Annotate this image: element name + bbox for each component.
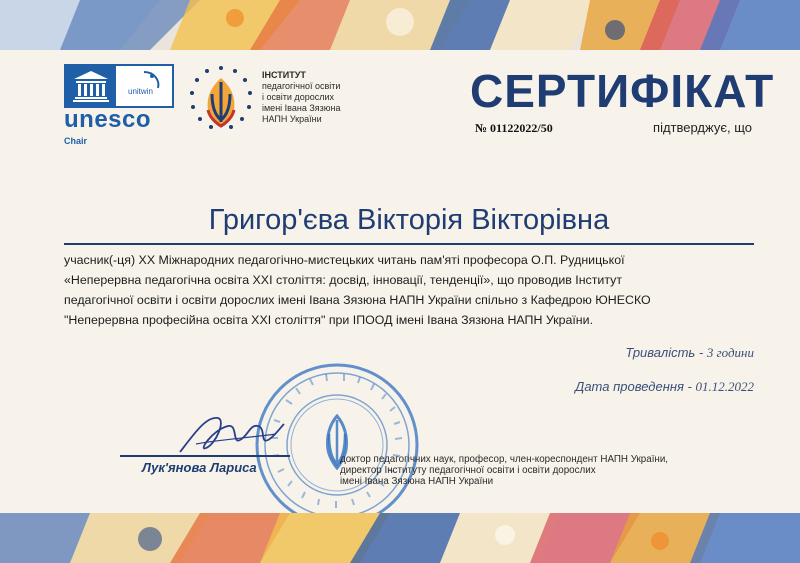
signatory-title-line: доктор педагогічних наук, професор, член-кореспондент НАПН України, bbox=[340, 454, 669, 465]
body-line: «Неперервна педагогічна освіта XXI століття: досвід, інновації, тенденції», що проводив Інститут bbox=[64, 273, 623, 287]
unesco-wordmark: unesco bbox=[64, 106, 152, 133]
bottom-paint-band bbox=[0, 513, 800, 563]
certificate-title: СЕРТИФІКАТ bbox=[470, 65, 775, 117]
unesco-chair-logo bbox=[64, 64, 174, 148]
signatory-title-line: директор Інституту педагогічної освіти і освіти дорослих bbox=[340, 465, 596, 476]
top-paint-band bbox=[0, 0, 800, 50]
svg-text:unitwin: unitwin bbox=[128, 87, 153, 96]
institute-line-1: ІНСТИТУТ bbox=[262, 70, 306, 80]
institute-name bbox=[262, 70, 372, 125]
body-line: учасник(-ця) XX Міжнародних педагогічно-мистецьких читань пам'яті професора О.П. Рудницької bbox=[64, 253, 625, 267]
signatory-title bbox=[340, 454, 760, 487]
unesco-logo-box bbox=[64, 64, 174, 108]
signature-line bbox=[120, 455, 290, 457]
date-label: Дата проведення - bbox=[575, 379, 696, 394]
institute-line-3: і освіти дорослих bbox=[262, 92, 334, 102]
unesco-chair-label: Chair bbox=[64, 136, 88, 146]
recipient-name: Григор'єва Вікторія Вікторівна bbox=[208, 204, 610, 236]
date-value: 01.12.2022 bbox=[695, 379, 754, 394]
body-line: "Неперервна професійна освіта XXI століття" при ІПООД імені Івана Зязюна НАПН України. bbox=[64, 313, 594, 327]
institute-emblem-icon bbox=[186, 64, 256, 134]
body-line: педагогічної освіти і освіти дорослих імені Івана Зязюна НАПН України спільно з Кафедрою ЮНЕСКО bbox=[64, 293, 651, 307]
unesco-temple-icon bbox=[66, 66, 116, 106]
duration bbox=[380, 345, 754, 361]
unitwin-icon bbox=[118, 68, 170, 104]
confirms-text: підтверджує, що bbox=[653, 120, 752, 135]
institute-line-4: імені Івана Зязюна bbox=[262, 103, 341, 113]
recipient-underline bbox=[64, 243, 754, 245]
signatory-title-line: імені Івана Зязюна НАПН України bbox=[340, 476, 494, 487]
event-date bbox=[380, 379, 754, 395]
signatory-name: Лук'янова Лариса bbox=[142, 460, 257, 475]
institute-line-5: НАПН України bbox=[262, 114, 322, 124]
duration-value: 3 години bbox=[706, 345, 754, 360]
duration-label: Тривалість - bbox=[625, 345, 707, 360]
certificate-body bbox=[64, 250, 754, 330]
institute-line-2: педагогічної освіти bbox=[262, 81, 341, 91]
certificate-number: № 01122022/50 bbox=[475, 121, 553, 135]
